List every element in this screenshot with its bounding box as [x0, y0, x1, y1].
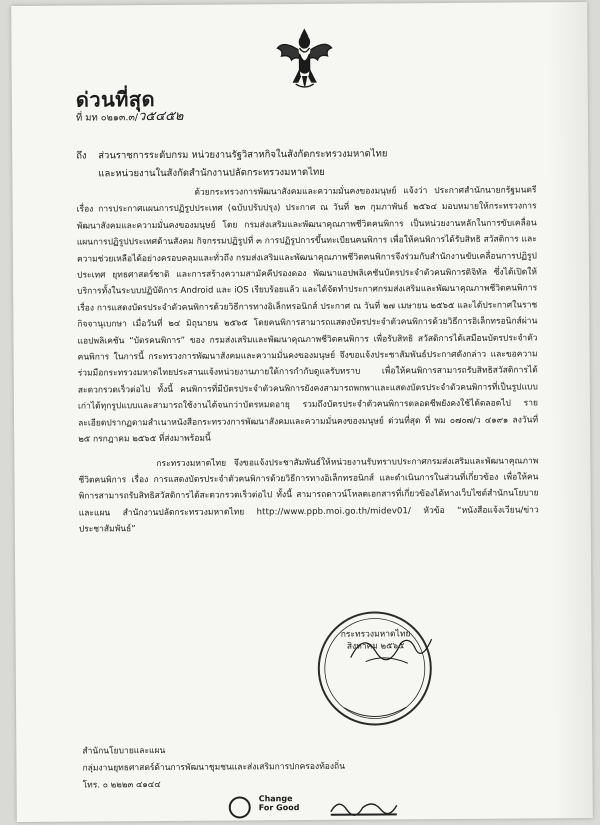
- letter-body: [76, 182, 538, 538]
- change-logo-line-2: For Good: [258, 803, 300, 813]
- footer-logos: [229, 791, 499, 823]
- website-link[interactable]: http://www.ppb.moi.go.th/midev01/: [256, 505, 411, 518]
- document-page: [11, 2, 593, 822]
- footer-contact: [82, 742, 345, 795]
- body-paragraph-1: ด้วยกระทรวงการพัฒนาสังคมและความมั่นคงของมนุษย์ แจ้งว่า ประกาศสำนักนายกรัฐมนตรี เรื่อง การประกาศแผนการปฏิรูปประเทศ (ฉบับปรับปรุง) ประกาศ ณ วันที่ ๒๓ กุมภาพันธ์ ๒๕๖๔ มอบหมายให้กระทรวงการพัฒนาสังคมและความมั่นคงของมนุษย์ โดย กรมส่งเสริมและพัฒนาคุณภาพชีวิตคนพิการ เป็นหน่วยงานหลักในการขับเคลื่อนแผนการปฏิรูปประเทศด้านสังคม กิจกรรมปฏิรูปที่ ๓ การปฏิรูปการขึ้นทะเบียนคนพิการ เพื่อให้คนพิการได้รับสิทธิ สวัสดิการ และความช่วยเหลือได้อย่างครอบคลุมและทั่วถึง กรมส่งเสริมและพัฒนาคุณภาพชีวิตคนพิการจึงร่วมกับสำนักงานขับเคลื่อนการปฏิรูปประเทศ ยุทธศาสตร์ชาติ และการสร้างความสามัคคีปรองดอง พัฒนาแอปพลิเคชันบัตรประจำตัวคนพิการดิจิทัล ซึ่งได้เปิดให้บริการทั้งในระบบปฏิบัติการ Android และ iOS เรียบร้อยแล้ว และได้จัดทำประกาศกรมส่งเสริมและพัฒนาคุณภาพชีวิตคนพิการ เรื่อง การแสดงบัตรประจำตัวคนพิการด้วยวิธีการทางอิเล็กทรอนิกส์ ประกาศ ณ วันที่ ๒๗ เมษายน ๒๕๖๕ และได้ประกาศในราชกิจจานุเบกษา เมื่อวันที่ ๒๔ มิถุนายน ๒๕๖๕ โดยคนพิการสามารถแสดงบัตรประจำตัวคนพิการด้วยวิธีการอิเล็กทรอนิกส์ผ่านแอปพลิเคชัน “บัตรคนพิการ” ของ กรมส่งเสริมและพัฒนาคุณภาพชีวิตคนพิการ เพื่อรับสิทธิ สวัสดิการได้เสมือนบัตรประจำตัวคนพิการ ในการนี้ กระทรวงการพัฒนาสังคมและความมั่นคงของมนุษย์ จึงขอแจ้งประชาสัมพันธ์ประกาศดังกล่าว และขอความร่วมมือกระทรวงมหาดไทยประสานแจ้งหน่วยงานภายใต้การกำกับดูแลรับทราบ เพื่อให้คนพิการสามารถรับสิทธิสวัสดิการได้สะดวกรวดเร็วต่อไป ทั้งนี้ คนพิการที่มีบัตรประจำตัวคนพิการยังคงสามารถพกพาและแสดงบัตรประจำตัวคนพิการที่เป็นรูปแบบเก่าได้ทุกรูปแบบและสามารถใช้งานได้จนกว่าบัตรหมดอายุ รวมถึงบัตรประจำตัวคนพิการตลอดชีพยังคงใช้ได้ตลอดไป รายละเอียดปรากฏตามสำเนาหนังสือกระทรวงการพัฒนาสังคมและความมั่นคงของมนุษย์ ด่วนที่สุด ที่ พม ๐๗๐๗/ว ๔๑๙๑ ลงวันที่ ๒๕ กรกฎาคม ๒๕๖๕ ที่ส่งมาพร้อมนี้: [76, 185, 539, 445]
- addressee-label: ถึง: [76, 150, 87, 162]
- addressee-line-2: และหน่วยงานในสังกัดสำนักงานปลัดกระทรวงมหาดไทย: [98, 166, 325, 180]
- ministry-logo-icon: [329, 793, 399, 817]
- footer-phone: โทร. ๐ ๒๒๒๓ ๔๑๔๔: [82, 779, 161, 791]
- change-logo-line-1: Change: [258, 794, 293, 804]
- body-paragraph-2-end: หัวข้อ “หนังสือแจ้งเวียน/ข่าวประชาสัมพันธ์”: [78, 505, 539, 535]
- addressee-line-1: ส่วนราชการระดับกรม หน่วยงานรัฐวิสาหกิจในสังกัดกระทรวงมหาดไทย: [98, 148, 388, 162]
- document-number: [76, 105, 184, 127]
- footer-office: สำนักนโยบายและแผน: [82, 745, 166, 757]
- addressee-block: [76, 145, 387, 183]
- document-number-prefix: ที่ มท ๐๒๑๓.๓/: [75, 112, 139, 124]
- circle-logo-icon: [229, 796, 251, 818]
- change-for-good-logo: [259, 794, 300, 812]
- document-number-handwritten: ว๕๔๕๒: [138, 108, 184, 125]
- urgency-heading: ด่วนที่สุด: [75, 87, 156, 112]
- stamp-text: [316, 628, 436, 653]
- body-paragraph-2-text: กระทรวงมหาดไทย จึงขอแจ้งประชาสัมพันธ์ให้หน่วยงานรับทราบประกาศกรมส่งเสริมและพัฒนาคุณภาพชีวิตคนพิการ เรื่อง การแสดงบัตรประจำตัวคนพิการด้วยวิธีการทางอิเล็กทรอนิกส์ และดำเนินการในส่วนที่เกี่ยวข้อง เพื่อให้คนพิการสามารถรับสิทธิสวัสดิการได้สะดวกรวดเร็วต่อไป ทั้งนี้ สามารถดาวน์โหลดเอกสารที่เกี่ยวข้องได้ทางเว็บไซต์สำนักนโยบายและแผน สำนักงานปลัดกระทรวงมหาดไทย: [78, 455, 539, 519]
- stamp-line-2: สิงหาคม ๒๕๖๕: [346, 641, 405, 652]
- stamp-line-1: กระทรวงมหาดไทย: [340, 629, 411, 640]
- garuda-emblem-icon: [273, 26, 335, 92]
- body-paragraph-2: [78, 453, 539, 538]
- footer-division: กลุ่มงานยุทธศาสตร์ด้านการพัฒนาชุมชนและส่งเสริมการปกครองท้องถิ่น: [82, 761, 346, 774]
